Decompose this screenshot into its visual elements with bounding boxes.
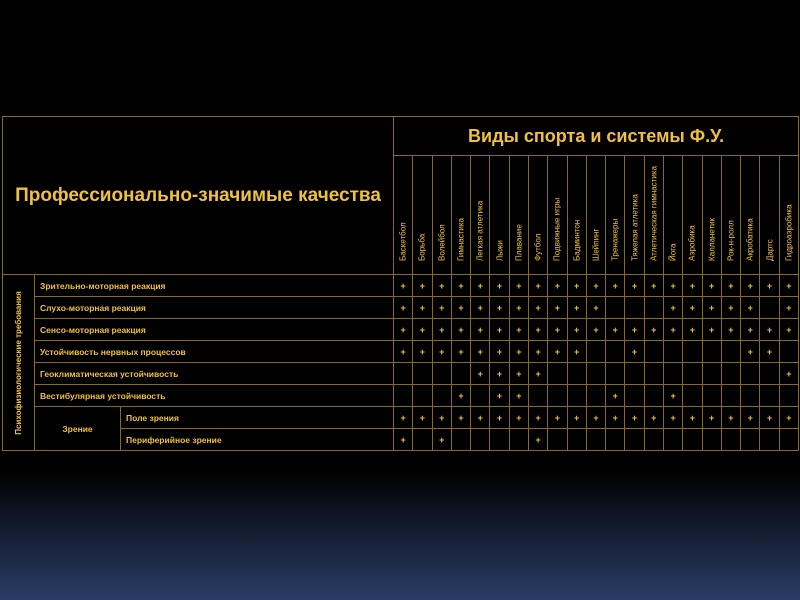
empty-cell xyxy=(644,385,663,407)
row-label: Зрительно-моторная реакция xyxy=(35,275,394,297)
plus-mark: + xyxy=(432,275,451,297)
group-label: Психофизиологические требования xyxy=(13,290,23,435)
empty-cell xyxy=(606,341,625,363)
sport-header xyxy=(663,156,682,275)
plus-mark: + xyxy=(721,407,740,429)
empty-cell xyxy=(567,429,586,451)
plus-mark: + xyxy=(413,275,432,297)
plus-mark: + xyxy=(721,275,740,297)
plus-mark: + xyxy=(702,297,721,319)
plus-mark: + xyxy=(413,341,432,363)
plus-mark: + xyxy=(432,341,451,363)
empty-cell xyxy=(509,429,528,451)
plus-mark: + xyxy=(528,341,547,363)
sport-name: Йога xyxy=(668,243,678,261)
empty-cell xyxy=(721,429,740,451)
plus-mark: + xyxy=(721,297,740,319)
empty-cell xyxy=(548,363,567,385)
empty-cell xyxy=(625,363,644,385)
plus-mark: + xyxy=(683,319,702,341)
empty-cell xyxy=(741,385,760,407)
empty-cell xyxy=(567,363,586,385)
sport-name: Легкая атлетика xyxy=(475,200,485,261)
empty-cell xyxy=(451,429,470,451)
plus-mark: + xyxy=(394,297,413,319)
empty-cell xyxy=(683,341,702,363)
sport-name: Баскетбол xyxy=(398,222,408,261)
table-row xyxy=(3,363,799,385)
table-row xyxy=(3,319,799,341)
plus-mark: + xyxy=(760,407,779,429)
plus-mark: + xyxy=(471,297,490,319)
plus-mark: + xyxy=(490,363,509,385)
empty-cell xyxy=(644,429,663,451)
plus-mark: + xyxy=(471,407,490,429)
empty-cell xyxy=(760,297,779,319)
table-row xyxy=(3,429,799,451)
plus-mark: + xyxy=(509,297,528,319)
plus-mark: + xyxy=(394,275,413,297)
plus-mark: + xyxy=(490,407,509,429)
empty-cell xyxy=(721,385,740,407)
plus-mark: + xyxy=(760,341,779,363)
plus-mark: + xyxy=(760,275,779,297)
empty-cell xyxy=(663,429,682,451)
empty-cell xyxy=(721,341,740,363)
plus-mark: + xyxy=(451,275,470,297)
plus-mark: + xyxy=(586,319,605,341)
plus-mark: + xyxy=(702,275,721,297)
empty-cell xyxy=(741,363,760,385)
plus-mark: + xyxy=(586,407,605,429)
sport-name: Аэробика xyxy=(687,225,697,261)
plus-mark: + xyxy=(471,319,490,341)
empty-cell xyxy=(606,363,625,385)
plus-mark: + xyxy=(548,341,567,363)
empty-cell xyxy=(625,429,644,451)
empty-cell xyxy=(779,385,798,407)
plus-mark: + xyxy=(702,319,721,341)
plus-mark: + xyxy=(490,319,509,341)
sub-row-label: Поле зрения xyxy=(121,407,394,429)
plus-mark: + xyxy=(548,319,567,341)
row-label: Устойчивость нервных процессов xyxy=(35,341,394,363)
sport-name: Борьба xyxy=(417,233,427,261)
plus-mark: + xyxy=(779,319,798,341)
plus-mark: + xyxy=(644,275,663,297)
plus-mark: + xyxy=(779,407,798,429)
plus-mark: + xyxy=(451,385,470,407)
plus-mark: + xyxy=(509,385,528,407)
sport-header xyxy=(625,156,644,275)
plus-mark: + xyxy=(741,319,760,341)
empty-cell xyxy=(413,429,432,451)
empty-cell xyxy=(644,297,663,319)
empty-cell xyxy=(683,385,702,407)
table-row xyxy=(3,407,799,429)
plus-mark: + xyxy=(741,275,760,297)
plus-mark: + xyxy=(509,341,528,363)
sport-header xyxy=(606,156,625,275)
empty-cell xyxy=(586,363,605,385)
plus-mark: + xyxy=(509,319,528,341)
empty-cell xyxy=(413,363,432,385)
empty-cell xyxy=(683,363,702,385)
row-label: Сенсо-моторная реакция xyxy=(35,319,394,341)
plus-mark: + xyxy=(432,407,451,429)
plus-mark: + xyxy=(741,407,760,429)
plus-mark: + xyxy=(567,407,586,429)
sport-header xyxy=(471,156,490,275)
plus-mark: + xyxy=(548,407,567,429)
plus-mark: + xyxy=(644,407,663,429)
sport-name: Дартс xyxy=(765,239,774,261)
sport-header xyxy=(394,156,413,275)
plus-mark: + xyxy=(683,297,702,319)
empty-cell xyxy=(548,429,567,451)
sport-header xyxy=(490,156,509,275)
table-row xyxy=(3,297,799,319)
empty-cell xyxy=(663,363,682,385)
plus-mark: + xyxy=(567,319,586,341)
plus-mark: + xyxy=(548,297,567,319)
sport-header xyxy=(683,156,702,275)
plus-mark: + xyxy=(394,429,413,451)
empty-cell xyxy=(394,385,413,407)
empty-cell xyxy=(586,429,605,451)
plus-mark: + xyxy=(528,407,547,429)
plus-mark: + xyxy=(432,429,451,451)
row-label: Геоклиматическая устойчивость xyxy=(35,363,394,385)
plus-mark: + xyxy=(606,407,625,429)
plus-mark: + xyxy=(451,297,470,319)
empty-cell xyxy=(702,363,721,385)
empty-cell xyxy=(490,429,509,451)
plus-mark: + xyxy=(471,275,490,297)
empty-cell xyxy=(702,385,721,407)
empty-cell xyxy=(760,429,779,451)
table-row xyxy=(3,341,799,363)
sport-name: Шейпинг xyxy=(591,228,601,261)
plus-mark: + xyxy=(586,297,605,319)
plus-mark: + xyxy=(606,275,625,297)
plus-mark: + xyxy=(741,341,760,363)
plus-mark: + xyxy=(528,429,547,451)
plus-mark: + xyxy=(567,341,586,363)
sport-header xyxy=(760,156,779,275)
plus-mark: + xyxy=(663,275,682,297)
empty-cell xyxy=(702,341,721,363)
plus-mark: + xyxy=(683,407,702,429)
plus-mark: + xyxy=(721,319,740,341)
row-label: Слухо-моторная реакция xyxy=(35,297,394,319)
plus-mark: + xyxy=(625,275,644,297)
sport-header xyxy=(528,156,547,275)
plus-mark: + xyxy=(548,275,567,297)
empty-cell xyxy=(644,363,663,385)
plus-mark: + xyxy=(760,319,779,341)
empty-cell xyxy=(567,385,586,407)
plus-mark: + xyxy=(625,319,644,341)
sport-name: Тренажеры xyxy=(610,218,620,261)
plus-mark: + xyxy=(779,275,798,297)
plus-mark: + xyxy=(528,275,547,297)
plus-mark: + xyxy=(451,341,470,363)
plus-mark: + xyxy=(394,319,413,341)
sport-header xyxy=(548,156,567,275)
empty-cell xyxy=(413,385,432,407)
sport-name: Рок-н-ролл xyxy=(726,220,736,261)
empty-cell xyxy=(625,297,644,319)
plus-mark: + xyxy=(451,407,470,429)
plus-mark: + xyxy=(394,407,413,429)
empty-cell xyxy=(586,385,605,407)
plus-mark: + xyxy=(625,407,644,429)
empty-cell xyxy=(528,385,547,407)
sport-name: Калланетик xyxy=(707,217,717,261)
empty-cell xyxy=(760,363,779,385)
plus-mark: + xyxy=(509,275,528,297)
empty-cell xyxy=(432,385,451,407)
table-row xyxy=(3,385,799,407)
sport-name: Атлетическая гимнастика xyxy=(649,166,659,261)
sport-header xyxy=(741,156,760,275)
empty-cell xyxy=(606,297,625,319)
sport-name: Тяжелая атлетика xyxy=(630,194,640,261)
plus-mark: + xyxy=(644,319,663,341)
plus-mark: + xyxy=(663,385,682,407)
sport-name: Подвижные игры xyxy=(552,197,562,261)
sport-header xyxy=(413,156,432,275)
empty-cell xyxy=(721,363,740,385)
plus-mark: + xyxy=(490,385,509,407)
sport-name: Акробатика xyxy=(745,218,755,261)
plus-mark: + xyxy=(490,341,509,363)
plus-mark: + xyxy=(663,297,682,319)
qualities-title: Профессионально-значимые качества xyxy=(3,117,394,275)
empty-cell xyxy=(779,341,798,363)
plus-mark: + xyxy=(509,407,528,429)
vision-label: Зрение xyxy=(35,407,121,451)
empty-cell xyxy=(394,363,413,385)
empty-cell xyxy=(432,363,451,385)
plus-mark: + xyxy=(567,297,586,319)
sport-name: Плавание xyxy=(514,224,524,261)
plus-mark: + xyxy=(683,275,702,297)
plus-mark: + xyxy=(413,297,432,319)
sport-header xyxy=(509,156,528,275)
sports-title: Виды спорта и системы Ф.У. xyxy=(394,117,799,156)
plus-mark: + xyxy=(471,341,490,363)
sport-header xyxy=(432,156,451,275)
empty-cell xyxy=(625,385,644,407)
plus-mark: + xyxy=(528,363,547,385)
sub-row-label: Периферийное зрение xyxy=(121,429,394,451)
sport-name: Гимнастика xyxy=(456,218,466,261)
empty-cell xyxy=(779,429,798,451)
empty-cell xyxy=(644,341,663,363)
empty-cell xyxy=(683,429,702,451)
empty-cell xyxy=(471,429,490,451)
plus-mark: + xyxy=(663,407,682,429)
plus-mark: + xyxy=(779,363,798,385)
row-label: Вестибулярная устойчивость xyxy=(35,385,394,407)
plus-mark: + xyxy=(741,297,760,319)
plus-mark: + xyxy=(567,275,586,297)
sport-header xyxy=(721,156,740,275)
sport-name: Бадминтон xyxy=(572,219,582,261)
plus-mark: + xyxy=(528,297,547,319)
empty-cell xyxy=(741,429,760,451)
plus-mark: + xyxy=(528,319,547,341)
sport-name: Волейбол xyxy=(437,224,447,261)
sport-header xyxy=(567,156,586,275)
plus-mark: + xyxy=(432,319,451,341)
plus-mark: + xyxy=(702,407,721,429)
empty-cell xyxy=(663,341,682,363)
empty-cell xyxy=(471,385,490,407)
sport-header xyxy=(586,156,605,275)
plus-mark: + xyxy=(663,319,682,341)
plus-mark: + xyxy=(586,275,605,297)
plus-mark: + xyxy=(432,297,451,319)
sport-header xyxy=(451,156,470,275)
sport-name: Лыжи xyxy=(495,240,505,261)
plus-mark: + xyxy=(471,363,490,385)
plus-mark: + xyxy=(606,385,625,407)
plus-mark: + xyxy=(779,297,798,319)
empty-cell xyxy=(760,385,779,407)
empty-cell xyxy=(548,385,567,407)
plus-mark: + xyxy=(413,407,432,429)
sport-header xyxy=(779,156,798,275)
empty-cell xyxy=(586,341,605,363)
plus-mark: + xyxy=(606,319,625,341)
plus-mark: + xyxy=(490,297,509,319)
empty-cell xyxy=(702,429,721,451)
sport-header xyxy=(644,156,663,275)
plus-mark: + xyxy=(394,341,413,363)
plus-mark: + xyxy=(509,363,528,385)
empty-cell xyxy=(606,429,625,451)
plus-mark: + xyxy=(490,275,509,297)
plus-mark: + xyxy=(625,341,644,363)
group-label-cell xyxy=(3,275,35,451)
table-row xyxy=(3,275,799,297)
sport-header xyxy=(702,156,721,275)
sport-name: Гидроаэробика xyxy=(784,204,794,261)
empty-cell xyxy=(451,363,470,385)
plus-mark: + xyxy=(451,319,470,341)
plus-mark: + xyxy=(413,319,432,341)
qualities-table xyxy=(2,116,799,451)
sport-name: Футбол xyxy=(533,233,543,261)
